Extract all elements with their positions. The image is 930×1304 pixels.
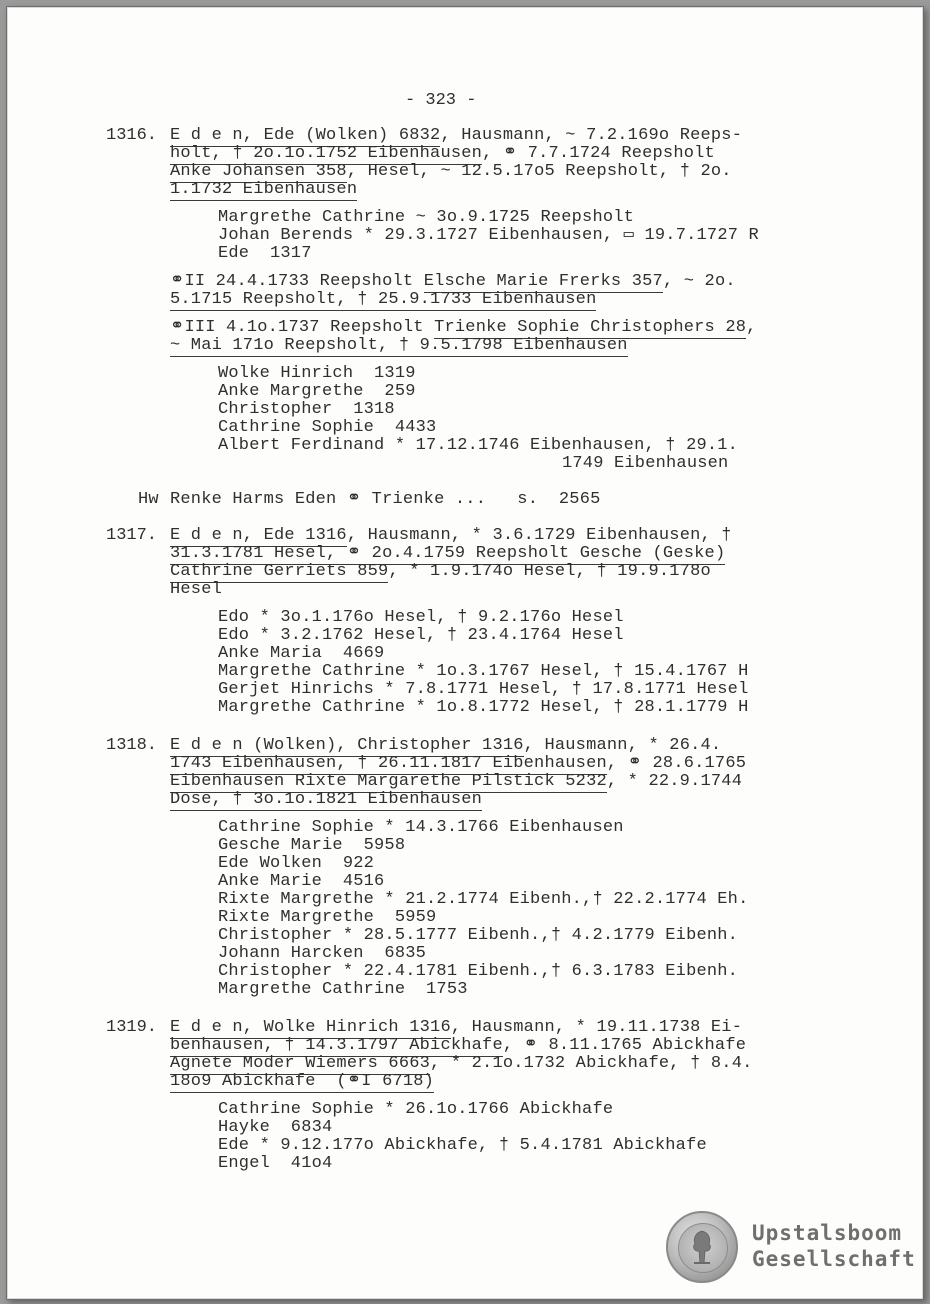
child-line: Christopher 1318	[218, 400, 395, 419]
child-line: Cathrine Sophie 4433	[218, 418, 437, 437]
page-number: - 323 -	[405, 91, 477, 110]
child-line: Anke Maria 4669	[218, 644, 385, 663]
child-line: Ede 1317	[218, 244, 312, 263]
entry-header-line: 31.3.1781 Hesel, ⚭ 2o.4.1759 Reepsholt Gesche (Geske)	[170, 544, 726, 563]
entry-number: 1319.	[106, 1018, 158, 1037]
entry-header-line: E d e n, Ede (Wolken) 6832, Hausmann, ~ 7.2.169o Reeps-	[170, 126, 743, 145]
child-line: Margrethe Cathrine * 1o.8.1772 Hesel, † 28.1.1779 H	[218, 698, 749, 717]
child-line: Ede * 9.12.177o Abickhafe, † 5.4.1781 Abickhafe	[218, 1136, 707, 1155]
child-line: Albert Ferdinand * 17.12.1746 Eibenhausen, † 29.1.	[218, 436, 739, 455]
child-line: Gerjet Hinrichs * 7.8.1771 Hesel, † 17.8.1771 Hesel	[218, 680, 749, 699]
seal-logo-icon	[666, 1211, 738, 1283]
note-line: Renke Harms Eden ⚭ Trienke ... s. 2565	[170, 490, 601, 509]
entry-header-line: Dose, † 3o.1o.1821 Eibenhausen	[170, 790, 483, 809]
marriage-line: ~ Mai 171o Reepsholt, † 9.5.1798 Eibenhausen	[170, 336, 628, 355]
child-line: Christopher * 22.4.1781 Eibenh.,† 6.3.1783 Eibenh.	[218, 962, 739, 981]
entry-header-line: 1.1732 Eibenhausen	[170, 180, 358, 199]
child-line: Margrethe Cathrine 1753	[218, 980, 468, 999]
child-line: Anke Marie 4516	[218, 872, 385, 891]
child-line: Edo * 3o.1.176o Hesel, † 9.2.176o Hesel	[218, 608, 624, 627]
child-line: Cathrine Sophie * 26.1o.1766 Abickhafe	[218, 1100, 614, 1119]
child-line: 1749 Eibenhausen	[562, 454, 729, 473]
entry-header-line: Cathrine Gerriets 859, * 1.9.174o Hesel, † 19.9.178o	[170, 562, 711, 581]
logo-text-line1: Upstalsboom	[752, 1221, 903, 1245]
child-line: Edo * 3.2.1762 Hesel, † 23.4.1764 Hesel	[218, 626, 624, 645]
tree-icon	[690, 1229, 714, 1265]
child-line: Rixte Margrethe 5959	[218, 908, 437, 927]
entry-header-line: E d e n, Wolke Hinrich 1316, Hausmann, * 19.11.1738 Ei-	[170, 1018, 743, 1037]
child-line: Margrethe Cathrine * 1o.3.1767 Hesel, † 15.4.1767 H	[218, 662, 749, 681]
entry-header-line: Hesel	[170, 580, 223, 599]
entry-header-line: 1743 Eibenhausen, † 26.11.1817 Eibenhausen, ⚭ 28.6.1765	[170, 754, 747, 773]
entry-header-line: Anke Johansen 358, Hesel, ~ 12.5.17o5 Reepsholt, † 2o.	[170, 162, 732, 181]
child-line: Cathrine Sophie * 14.3.1766 Eibenhausen	[218, 818, 624, 837]
child-line: Christopher * 28.5.1777 Eibenh.,† 4.2.1779 Eibenh.	[218, 926, 739, 945]
entry-header-line: Agnete Moder Wiemers 6663, * 2.1o.1732 Abickhafe, † 8.4.	[170, 1054, 753, 1073]
entry-header-line: E d e n (Wolken), Christopher 1316, Hausmann, * 26.4.	[170, 736, 722, 755]
marriage-line: 5.1715 Reepsholt, † 25.9.1733 Eibenhausen	[170, 290, 597, 309]
child-line: Gesche Marie 5958	[218, 836, 406, 855]
child-line: Ede Wolken 922	[218, 854, 375, 873]
entry-header-line: Eibenhausen Rixte Margarethe Pilstick 5232, * 22.9.1744	[170, 772, 743, 791]
entry-number: 1318.	[106, 736, 158, 755]
entry-number: 1316.	[106, 126, 158, 145]
child-line: Rixte Margrethe * 21.2.1774 Eibenh.,† 22.2.1774 Eh.	[218, 890, 749, 909]
child-line: Hayke 6834	[218, 1118, 333, 1137]
child-line: Wolke Hinrich 1319	[218, 364, 416, 383]
child-line: Johann Harcken 6835	[218, 944, 427, 963]
entry-header-line: benhausen, † 14.3.1797 Abickhafe, ⚭ 8.11.1765 Abickhafe	[170, 1036, 747, 1055]
marriage-line: ⚭II 24.4.1733 Reepsholt Elsche Marie Frerks 357, ~ 2o.	[170, 272, 736, 291]
entry-header-line: E d e n, Ede 1316, Hausmann, * 3.6.1729 Eibenhausen, †	[170, 526, 732, 545]
child-line: Margrethe Cathrine ~ 3o.9.1725 Reepsholt	[218, 208, 635, 227]
entry-header-line: 18o9 Abickhafe (⚭I 6718)	[170, 1072, 435, 1091]
entry-number: 1317.	[106, 526, 158, 545]
logo-text-line2: Gesellschaft	[752, 1247, 916, 1271]
entry-header-line: holt, † 2o.1o.1752 Eibenhausen, ⚭ 7.7.1724 Reepsholt	[170, 144, 715, 163]
document-page	[6, 6, 924, 1300]
child-line: Engel 41o4	[218, 1154, 333, 1173]
note-prefix: Hw	[138, 490, 159, 509]
child-line: Johan Berends * 29.3.1727 Eibenhausen, ▭ 19.7.1727 R	[218, 226, 759, 245]
child-line: Anke Margrethe 259	[218, 382, 416, 401]
marriage-line: ⚭III 4.1o.1737 Reepsholt Trienke Sophie Christophers 28,	[170, 318, 757, 337]
